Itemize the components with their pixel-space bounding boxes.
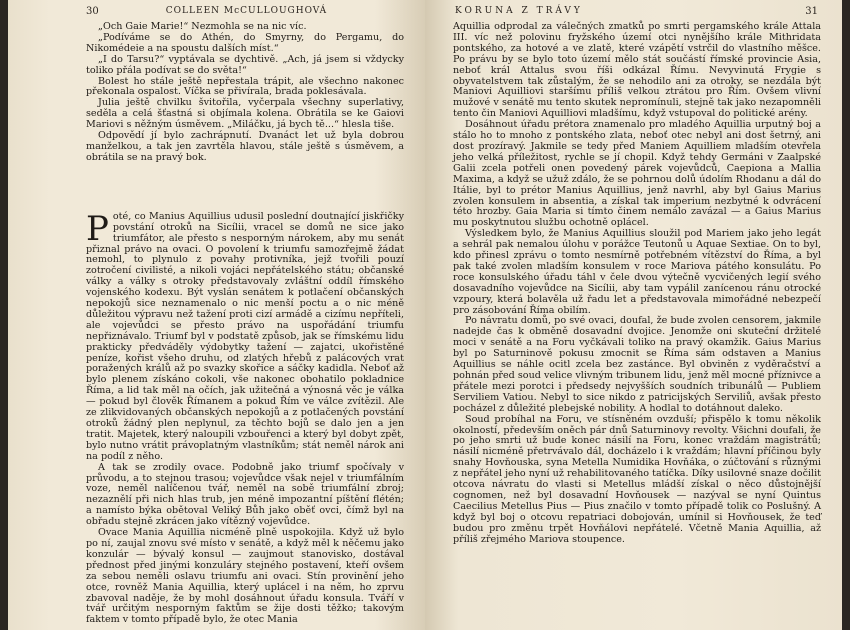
paragraph: „Podíváme se do Athén, do Smyrny, do Pergamu, do Nikomédeie a na spoustu dalších míst.“ bbox=[86, 31, 404, 54]
chapter-opening-text: oté, co Manius Aquillius udusil poslední doutnající jiskřičky povstání otroků na Sicílii, vracel se domů ne sice jako triumfátor, ale přesto s nesporným nárokem, aby mu senát přiznal právo na ovaci. O povolení k triumfu samozřejmě žádat nemohl, to plynulo z povahy protivníka, jejž tvořili pouzí zotročení civilisté, a nikoli vojáci nepřátelského státu; občanské války a války s otroky představovaly zvláštní oddíl římského vojenského kodexu. Být vyslán senátem k potlačení občanských nepokojů sice neznamenalo o nic menší poctu a o nic méně důležitou výpravu než tažení proti cizí armádě a cizímu nepříteli, ale vojevůdci se přesto právo na uspořádání triumfu nepřiznávalo. Triumf byl v podstatě způsob, jak se římskému lidu prakticky předváděly výdobytky tažení — zajatci, ukořistěné peníze, kořist všeho druhu, od zlatých hřebů z palácových vrat poražených králů až po svazky skořice a sáčky kadidla. Neboť až bylo plenem získáno cokoli, vše nakonec obohatilo pokladnice Říma, a lid tak měl na očích, jak užitečná a výnosná věc je válka — pokud byl člověk Římanem a pokud Řím ve válce zvítězil. Ale ze zlikvidovaných občanských nepokojů a z potlačených povstání otroků žádný plen neplynul, za těchto bojů se dalo jen a jen tratit. Majetek, který naloupili vzbouřenci a který byl dobyt zpět, bylo nutno vrátit právoplatným vlastníkům; stát neměl nárok ani na podíl z něho. bbox=[86, 210, 404, 462]
paragraph: Bolest ho stále ještě nepřestala trápit, ale všechno nakonec překonala ospalost. Víčka se přivírala, brada poklesávala. bbox=[86, 75, 404, 98]
paragraph: Odpovědí jí bylo zachrápnutí. Dvanáct let už byla dobrou manželkou, a tak jen zavrtěla hlavou, stále ještě s úsměvem, a obrátila se na pravý bok. bbox=[86, 130, 404, 163]
paragraph: Po návratu domů, po své ovaci, doufal, že bude zvolen censorem, jakmile nadejde čas k obměně dosavadní dvojice. Jenomže oni skuteční držitelé moci v senátě a na Foru vyčkávali toliko na pravý okamžik. Gaius Marius byl po Saturninově pokusu zmocnit se Říma sám odstaven a Manius Aquillius se náhle ocitl zcela bez zastánce. Byl obviněn z vyděračství a pohnán před soud velice vlivným tribunem lidu, jenž měl mocné příznivce a přátele mezi porotci i předsedy nejvyšších soudních tribunálů — Publiem Serviliem Vatiou. Nebyl to sice nikdo z patricijských Serviliů, avšak přesto pocházel z důležité plebejské nobility. A hodlal to dotáhnout daleko. bbox=[453, 315, 821, 414]
paragraph: Ovace Mania Aquillia nicméně plně uspokojila. Když už bylo po ní, zaujal znovu své místo v senátě, a když měl k něčemu jako konzulár — bývalý konsul — zaujmout stanovisko, dostával přednost před jinými konzuláry stejného postavení, kteří ovšem za sebou neměli oslavu triumfu ani ovaci. Stín provinění jeho otce, rovněž Mania Aquillia, který uplácel i na něm, ho zprvu zbavoval naděje, že by mohl dosáhnout úřadu konsula. Tváří v tvář určitým nesporným faktům se žije dosti těžko; takovým faktem v tomto případě bylo, že otec Mania bbox=[86, 527, 404, 626]
section-break bbox=[86, 164, 404, 212]
right-page-number: 31 bbox=[805, 6, 818, 17]
paragraph: A tak se zrodily ovace. Podobně jako triumf spočívaly v průvodu, a to stejnou trasou; vojevůdce však nejel v triumfálním voze, neměl nalíčenou tvář, neměl na sobě triumfální zbroj; nezaznělí při nich hlas trub, jen méně impozantní píštění flétén; a namísto býka obětoval Veliký Bůh jako oběť ovci, čímž byl na obřadu stejně zkrácen jako vítězný vojevůdce. bbox=[86, 461, 404, 528]
paragraph: Julia ještě chvilku švitořila, vyčerpala všechny superlativy, seděla a celá šťastná si objímala kolena. Obrátila se ke Gaiovi Mariovi s něžným úsměvem. „Miláčku, já bych tě...“ hlesla tiše. bbox=[86, 97, 404, 131]
paragraph: Soud probíhal na Foru, ve stísněném ovzduší; přispělo k tomu několik okolností, především oněch pár dnů Saturninovy revolty. Všichni doufali, že po jeho smrti už bude konec násilí na Foru, konec vraždám magistrátů; násilí nicméně přetrvávalo dál, docházelo i k vraždám; hlavní příčinou byly snahy Hovňouska, syna Metella Numidika Hovňáka, o zúčtování s různými z nepřátel jeho nyní už rehabilitovaného tatíčka. Díky usilovné snaze dočilit otcova návratu do vlasti si Metellus mládší získal o něco důstojnější cognomen, než byl dosavadní Hovňousek — nazýval se nyní Quintus Caecilius Metellus Pius — Pius značilo v tomto případě tolik co Poslušný. A když byl boj o otcovu repatriaci dobojován, umínil si Hovňousek, že teď budou pro změnu trpět Hovňálovi nepřátelé. Včetně Mania Aquillia, až příliš zřejmého Mariova stoupence. bbox=[453, 413, 821, 545]
left-running-head bbox=[8, 6, 425, 20]
left-running-title: COLLEEN McCULLOUGHOVÁ bbox=[165, 6, 328, 16]
drop-cap: P bbox=[86, 208, 109, 249]
paragraph: „Och Gaie Marie!“ Nezmohla se na nic víc. bbox=[98, 21, 307, 32]
paragraph: „I do Tarsu?“ vyptávala se dychtivě. „Ach, já jsem si vždycky toliko přála podívat se do světa!“ bbox=[86, 53, 404, 76]
paragraph: Dosáhnout úřadu prétora znamenalo pro mladého Aquillia urputný boj a stálo ho to mnoho z pontského zlata, neboť otec nebyl ani dost šetrný, ani dost prozíravý. Jakmile se tedy před Maniem Aquilliem mladším otevřela jeho velká příležitost, rychle se jí chopil. Když tehdy Germáni v Zaalpské Galii zcela potřeli onen povedený párek vojevůdců, Caepiona a Mallia Maxima, a když se užuž zdálo, že se pohrnou dolů údolím Rhodanu a dál do Itálie, byl to prétor Manius Aquillius, jenž navrhl, aby byl Gaius Marius zvolen konsulem in absentia, a získal tak imperium nezbytné k odvrácení této hrozby. Gaia Maria si tímto činem nemálo zavázal — a Gaius Marius mu poskytnutou službu ochotně oplácel. bbox=[453, 119, 821, 229]
book-spread bbox=[8, 0, 842, 630]
right-page-text bbox=[453, 22, 821, 546]
right-running-title: KORUNA Z TRÁVY bbox=[455, 6, 583, 16]
chapter-opening-paragraph bbox=[86, 208, 404, 463]
left-page-text bbox=[86, 22, 404, 626]
left-page-number: 30 bbox=[86, 6, 99, 17]
paragraph: Aquillia odprodal za válečných zmatků po smrti pergamského krále Attala III. víc než polovinu fryžského území otci nynějšího krále Mithridata pontského, za hotové a ve zlatě, které vzápětí vstrčil do vlastního měšce. Po právu by se bylo toto území mělo stát součástí římské provincie Asia, neboť král Attalus svou říši odkázal Římu. Nevyvinutá Frygie s obyvatelstvem tak zůstalým, že se nehodilo ani za otroky, se nezdála být Maniovi Aquilliovi staršímu příliš velkou ztrátou pro Řím. Ovšem vlivní mužové v senátě mu tento skutek nepromínuli, stejně tak jako nezapomněli tento čin Maniovi Aquilliovi mladšímu, když vstupoval do politické arény. bbox=[453, 21, 821, 120]
right-page bbox=[425, 0, 842, 630]
paragraph: Výsledkem bylo, že Manius Aquillius sloužil pod Mariem jako jeho legát a sehrál pak nemalou úlohu v porážce Teutonů u Aquae Sextiae. On to byl, kdo přinesl zprávu o tomto nesmírně potřebném vítězství do Říma, a byl pak také zvolen mladším konsulem v roce Mariova pátého konsulátu. Po roce konsulského úřadu táhl v čele dvou výtečně vycvičených legií svého dosavadního vojevůdce na Sicílii, aby tam vypálil zanícenou ránu otrocké vzpoury, která bolavěla už řadu let a představovala mimořádné nebezpečí pro zásobování Říma obilím. bbox=[453, 228, 821, 316]
right-running-head bbox=[425, 6, 842, 20]
left-page bbox=[8, 0, 425, 630]
